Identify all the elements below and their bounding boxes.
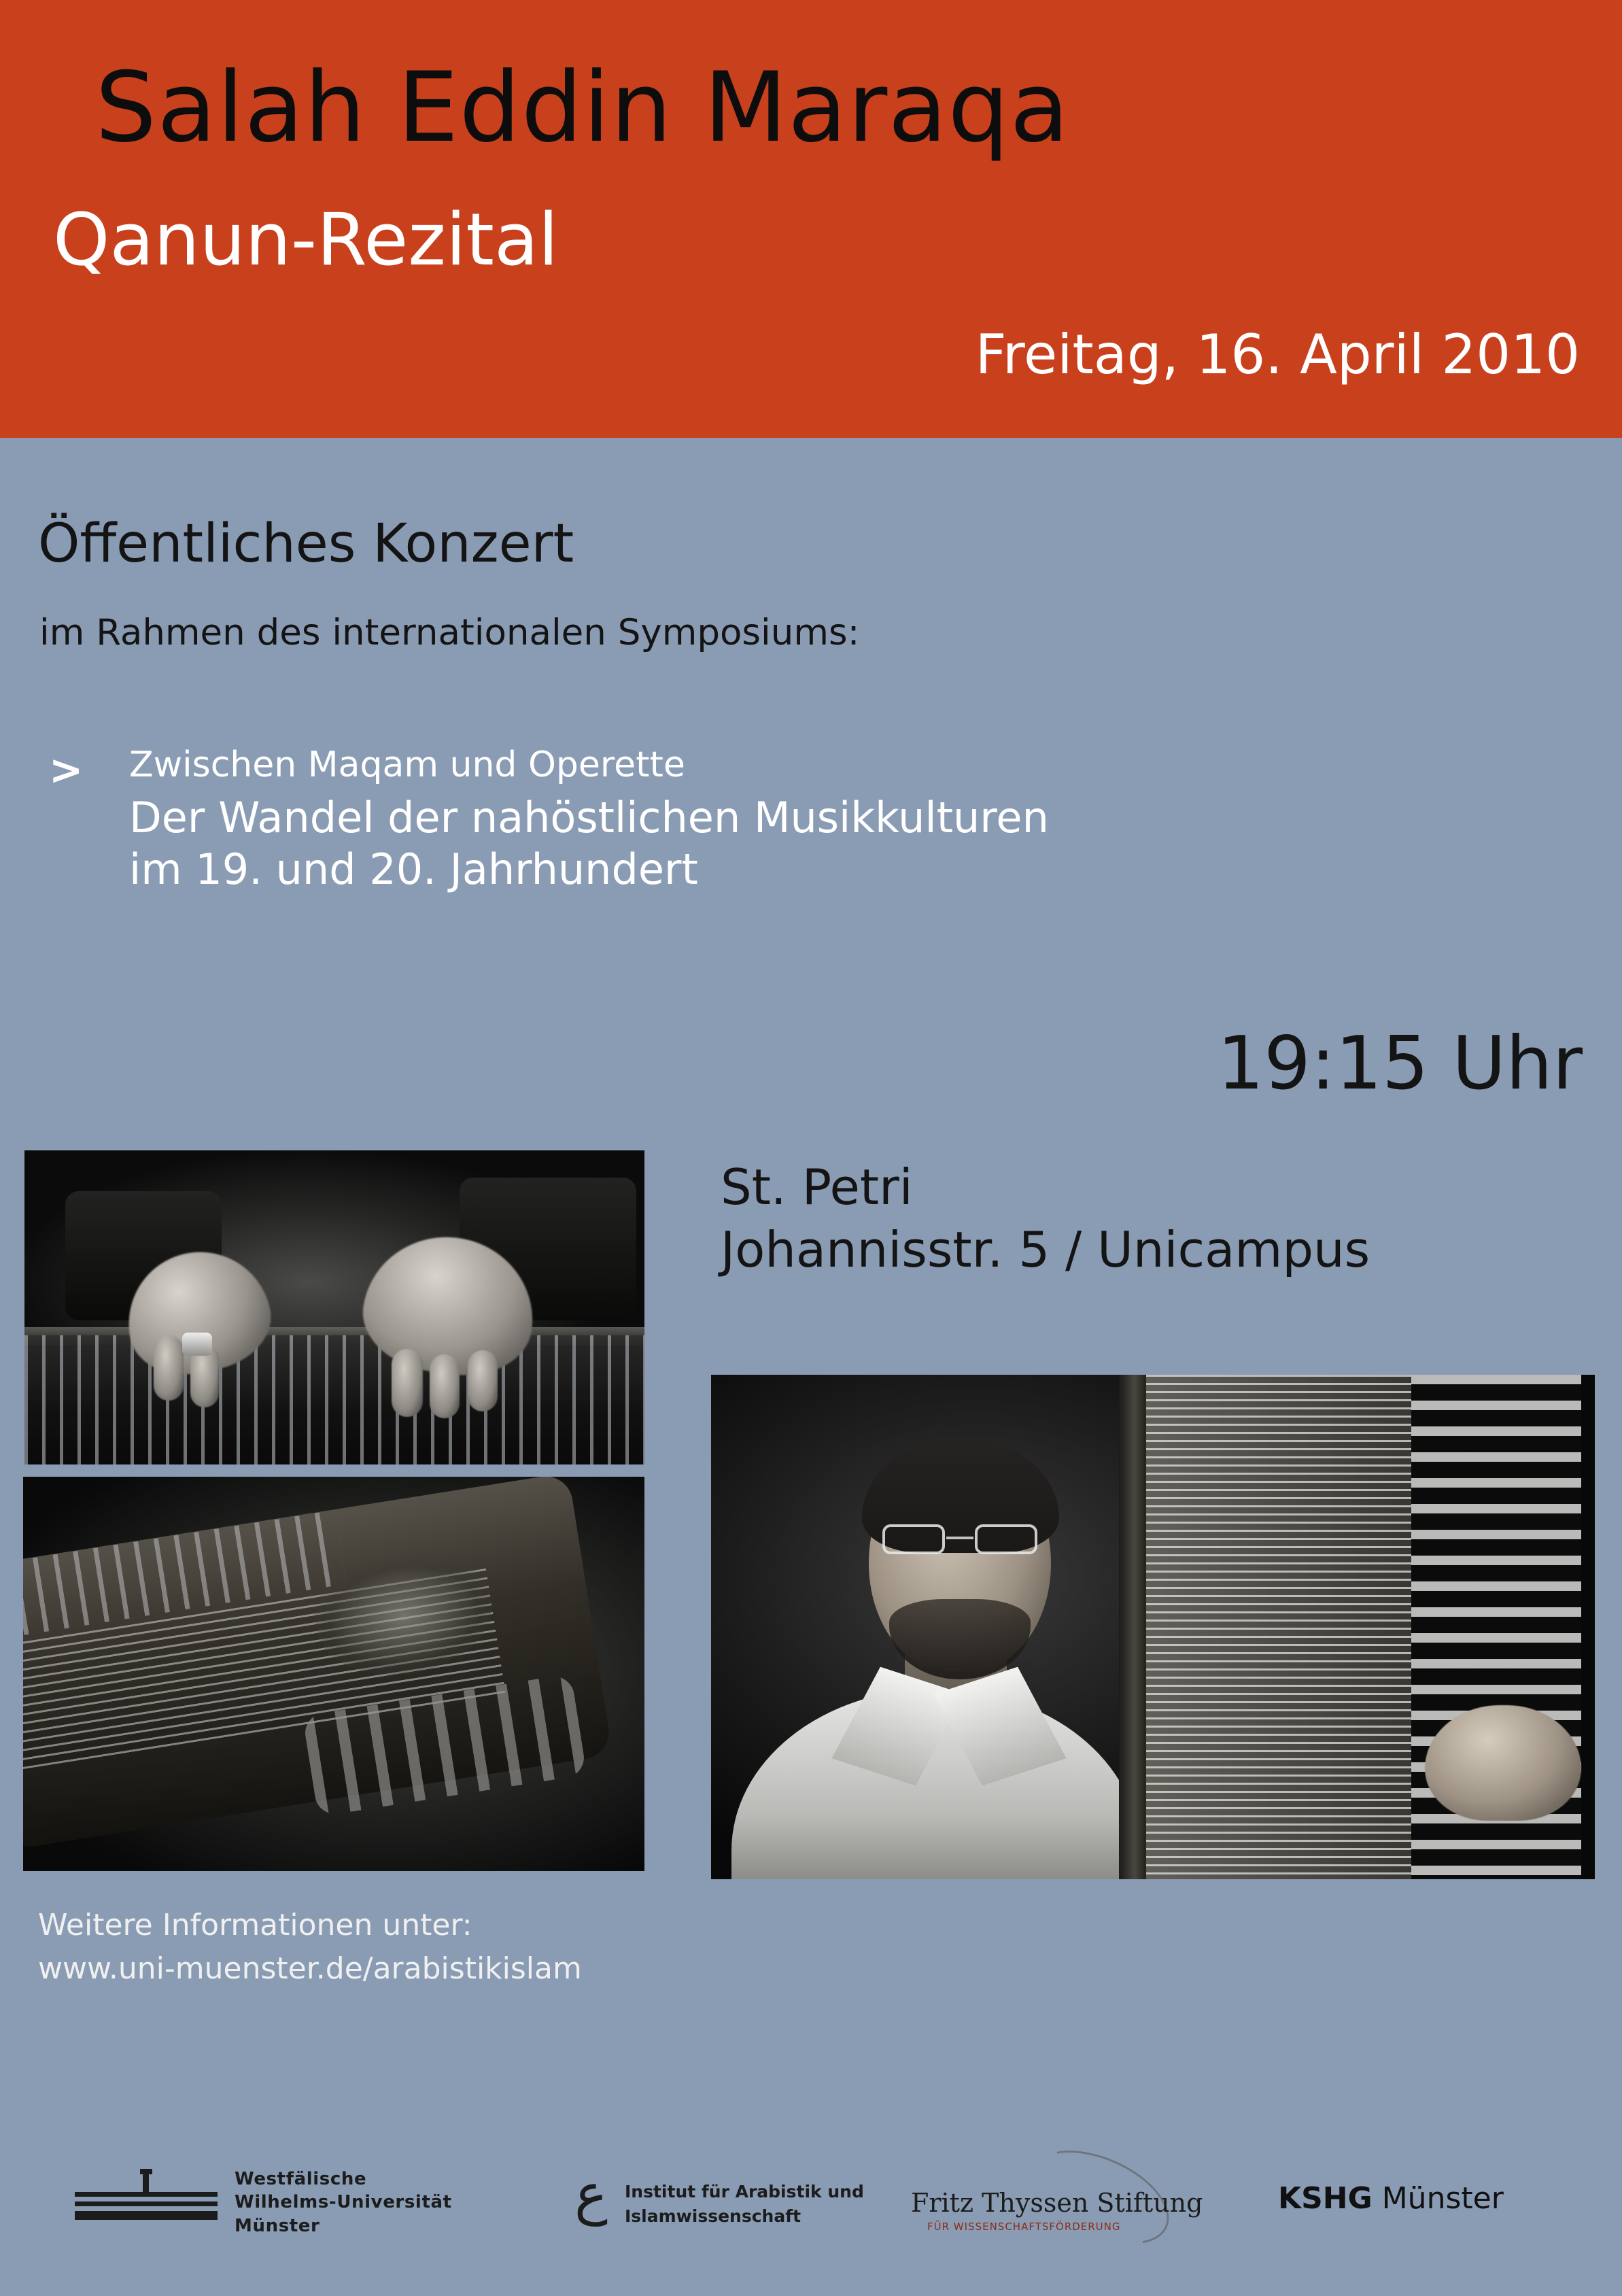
header-subtitle: Qanun-Rezital	[53, 198, 559, 281]
kshg-logo-acronym: KSHG	[1278, 2181, 1373, 2216]
wwu-logo-line-3: Münster	[235, 2215, 320, 2236]
further-information	[38, 1904, 582, 1991]
concert-heading: Öffentliches Konzert	[38, 513, 574, 575]
photo-hands-finger-d	[430, 1354, 460, 1418]
photo-portrait-hand	[1425, 1705, 1581, 1821]
event-date: Freitag, 16. April 2010	[975, 323, 1580, 386]
concert-context-text: im Rahmen des internationalen Symposiums:	[39, 612, 860, 653]
venue-address: Johannisstr. 5 / Unicampus	[721, 1221, 1370, 1279]
glasses-lens-left	[882, 1524, 945, 1554]
kshg-logo-text	[1278, 2181, 1504, 2216]
logo-kshg-muenster	[1278, 2181, 1504, 2216]
photo-hands-finger-e	[468, 1350, 498, 1411]
photo-hands-finger-c	[392, 1349, 423, 1417]
photo-portrait-qanun-strings	[1146, 1375, 1438, 1879]
logo-wwu-muenster	[75, 2162, 551, 2250]
glasses-icon	[880, 1524, 1040, 1556]
wwu-emblem-bar-2	[75, 2201, 218, 2206]
logo-row	[0, 2148, 1622, 2271]
wwu-emblem-bar-1	[75, 2192, 218, 2197]
arabic-letter-icon: ع	[574, 2162, 608, 2227]
thyssen-logo-subtitle: FÜR WISSENSCHAFTSFÖRDERUNG	[927, 2221, 1121, 2233]
photo-hands-finger-a	[154, 1335, 184, 1401]
symposium-title-line-1: Zwischen Maqam und Operette	[129, 744, 685, 785]
event-venue	[721, 1156, 1370, 1281]
photo-hands-strings	[24, 1335, 644, 1464]
photo-hands-playing-qanun	[24, 1150, 644, 1464]
wwu-logo-line-1: Westfälische	[235, 2169, 367, 2189]
symposium-title-line-2: Der Wandel der nahöstlichen Musikkulturen	[129, 793, 1049, 843]
info-url[interactable]: www.uni-muenster.de/arabistikislam	[38, 1951, 582, 1986]
glasses-bridge	[946, 1537, 973, 1539]
photo-qanun-instrument-detail	[23, 1477, 644, 1871]
logo-fritz-thyssen-stiftung	[911, 2163, 1203, 2245]
wwu-emblem-icon	[75, 2169, 218, 2227]
thyssen-logo-name: Fritz Thyssen Stiftung	[911, 2188, 1203, 2218]
symposium-title-block	[129, 744, 1049, 895]
wwu-emblem-dot	[140, 2169, 152, 2174]
info-label: Weitere Informationen unter:	[38, 1908, 472, 1942]
wwu-logo-text	[235, 2168, 452, 2238]
photo-musician-portrait-with-qanun	[711, 1375, 1595, 1879]
bullet-marker-icon: >	[49, 747, 84, 794]
wwu-logo-line-2: Wilhelms-Universität	[235, 2192, 452, 2213]
arabistik-logo-line-1: Institut für Arabistik und	[625, 2182, 864, 2201]
venue-name: St. Petri	[721, 1159, 913, 1216]
wwu-emblem-bar-3	[75, 2211, 218, 2220]
symposium-title-line-3: im 19. und 20. Jahrhundert	[129, 844, 698, 895]
logo-institut-arabistik	[574, 2161, 864, 2249]
event-time: 19:15 Uhr	[1217, 1021, 1583, 1106]
kshg-logo-city: Münster	[1372, 2181, 1504, 2216]
page-title: Salah Eddin Maraqa	[95, 52, 1070, 164]
glasses-lens-right	[975, 1524, 1037, 1554]
arabistik-logo-text	[625, 2180, 864, 2229]
photo-hands-plectrum-ring	[182, 1333, 212, 1356]
arabistik-logo-line-2: Islamwissenschaft	[625, 2206, 801, 2227]
poster-header-band	[0, 0, 1622, 438]
